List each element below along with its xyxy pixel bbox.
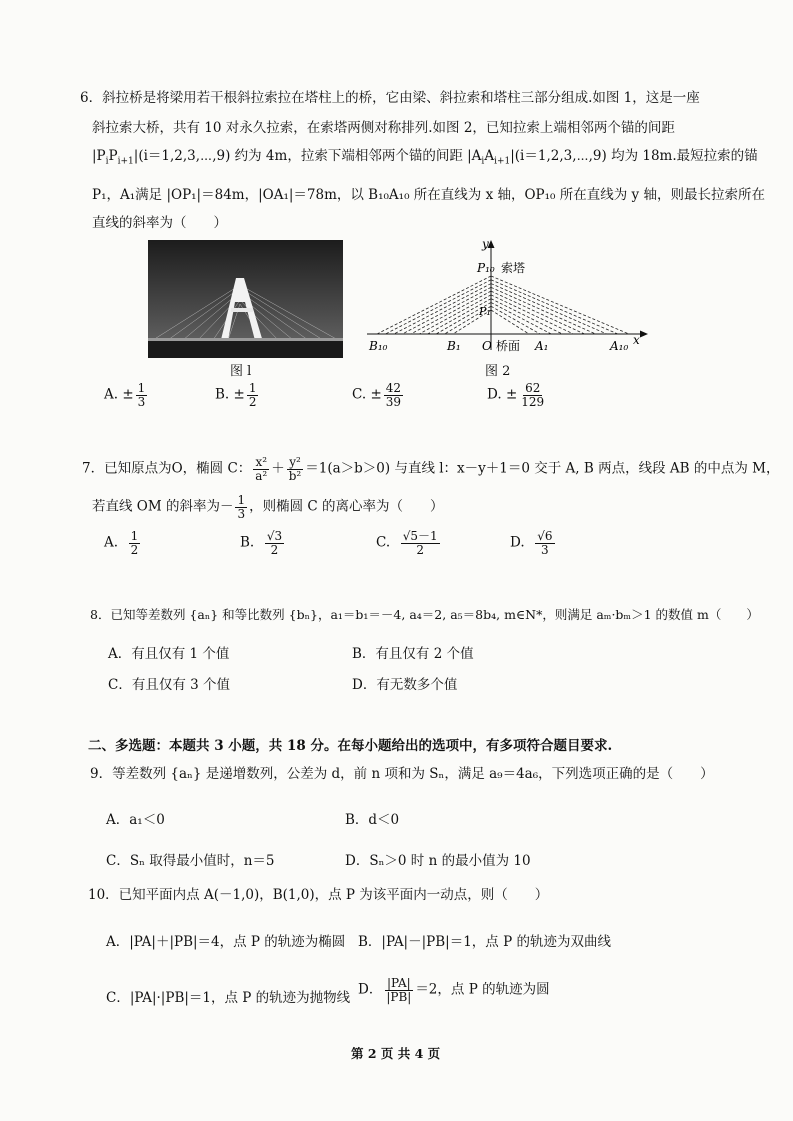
q9-option-d[interactable]: D．Sₙ＞0 时 n 的最小值为 10 (345, 853, 531, 869)
q10-option-c[interactable]: C．|PA|·|PB|＝1，点 P 的轨迹为抛物线 (106, 990, 351, 1006)
q6-line4: P₁，A₁满足 |OP₁|＝84m，|OA₁|＝78m，以 B₁₀A₁₀ 所在直线为 x 轴，OP₁₀ 所在直线为 y 轴，则最长拉索所在 (92, 187, 765, 203)
q8-option-a[interactable]: A．有且仅有 1 个值 (108, 646, 230, 662)
bridge-photo (148, 240, 343, 358)
q6-option-d[interactable]: D. ± $\frac{62}{129}$ (487, 381, 545, 409)
figure1-caption: 图 l (230, 364, 252, 379)
q7-option-c[interactable]: C. $\frac{√5-1}{2}$ (376, 529, 438, 557)
cable-right-9 (491, 280, 618, 334)
q9-option-b[interactable]: B．d＜0 (345, 812, 400, 828)
cable-right-1 (491, 310, 529, 334)
fig2-b1-label: B₁ (447, 339, 461, 353)
cable-right-8 (491, 284, 607, 334)
q10-option-b[interactable]: B．|PA|－|PB|＝1，点 P 的轨迹为双曲线 (358, 934, 611, 950)
q9-option-a[interactable]: A．a₁＜0 (106, 812, 165, 828)
q9-option-c[interactable]: C．Sₙ 取得最小值时，n＝5 (106, 853, 275, 869)
q7-option-d[interactable]: D. $\frac{√6}{3}$ (510, 529, 553, 557)
q7-option-a[interactable]: A. $\frac{1}{2}$ (104, 529, 139, 557)
q6-option-a[interactable]: A. ± $\frac{1}{3}$ (104, 381, 146, 409)
fig2-p10-label: P₁₀ (477, 261, 495, 275)
page-footer: 第 2 页 共 4 页 (351, 1046, 441, 1061)
cable-right-10 (491, 276, 629, 334)
fig2-b10-label: B₁₀ (369, 339, 388, 353)
figure2-diagram (365, 238, 650, 356)
q6-option-c[interactable]: C. ± $\frac{42}{39}$ (352, 381, 402, 409)
q10-option-a[interactable]: A．|PA|＋|PB|＝4，点 P 的轨迹为椭圆 (106, 934, 346, 950)
q10-line1: 10．已知平面内点 A(－1,0)，B(1,0)，点 P 为该平面内一动点，则（ ） (88, 887, 549, 903)
cable-left-7 (402, 287, 491, 334)
fig2-y-label: y (482, 238, 489, 251)
q6-line5: 直线的斜率为（ ） (92, 215, 227, 231)
cable-left-9 (385, 280, 491, 334)
q8-line1: 8．已知等差数列 {aₙ} 和等比数列 {bₙ}，a₁＝b₁＝－4, a₄＝2, a₅＝8b₄, m∈N*，则满足 aₘ·bₘ＞1 的数值 m（ ） (90, 607, 759, 622)
q6-line1: 6．斜拉桥是将梁用若干根斜拉索拉在塔柱上的桥，它由梁、斜拉索和塔柱三部分组成.如图 1，这是一座 (80, 90, 700, 106)
q6-line2: 斜拉索大桥，共有 10 对永久拉索，在索塔两侧对称排列.如图 2，已知拉索上端相邻两个锚的间距 (92, 120, 675, 136)
fig2-a10-label: A₁₀ (610, 339, 629, 353)
q7-line2: 若直线 OM 的斜率为－ $\frac{1}{3}$ ，则椭圆 C 的离心率为（ ） (92, 493, 444, 521)
fig2-o-label: O (482, 339, 492, 353)
cable-left-8 (394, 284, 491, 334)
fig2-tower-label: 索塔 (501, 261, 526, 275)
figure2-caption: 图 2 (485, 364, 511, 379)
fig2-a1-label: A₁ (535, 339, 549, 353)
q7-line1: 7．已知原点为O，椭圆 C： $\frac{\text{x²}}{\text{a²}}$ ＋ $\frac{\text{y²}}{\text{b²}}$ ＝1(a＞b＞0) 与直线 l：x－y＋1＝0 交于 A, B 两点，线段 AB 的中点为 M， (82, 455, 780, 483)
q8-option-d[interactable]: D．有无数多个值 (352, 677, 458, 693)
q8-option-b[interactable]: B．有且仅有 2 个值 (352, 646, 474, 662)
section2-heading: 二、多选题：本题共 3 小题，共 18 分。在每小题给出的选项中，有多项符合题目要求. (88, 738, 613, 754)
q10-option-d[interactable]: D． $\frac{|PA|}{|PB|}$ ＝2，点 P 的轨迹为圆 (358, 976, 550, 1004)
fig2-deck-label: 桥面 (496, 339, 521, 353)
cable-right-6 (491, 291, 585, 334)
fig2-x-label: x (633, 333, 640, 347)
q6-line3: $|P_iP_{i+1}|(i=1,2,3,\cdots,9)$ 约为 4m，拉索下端相邻两个锚的间距 $|A_iA_{i+1}|(i=1,2,3,\cdots,9)$ 均为 18m.最短拉索的锚 (92, 148, 758, 167)
q8-option-c[interactable]: C．有且仅有 3 个值 (108, 677, 231, 693)
fig2-p1-label: P₁ (479, 305, 491, 318)
q7-option-b[interactable]: B. $\frac{√3}{2}$ (240, 529, 283, 557)
cable-left-10 (377, 276, 491, 334)
q6-option-b[interactable]: B. ± $\frac{1}{2}$ (215, 381, 257, 409)
q9-line1: 9．等差数列 {aₙ} 是递增数列，公差为 d，前 n 项和为 Sₙ，满足 a₉＝4a₆，下列选项正确的是（ ） (90, 766, 714, 782)
